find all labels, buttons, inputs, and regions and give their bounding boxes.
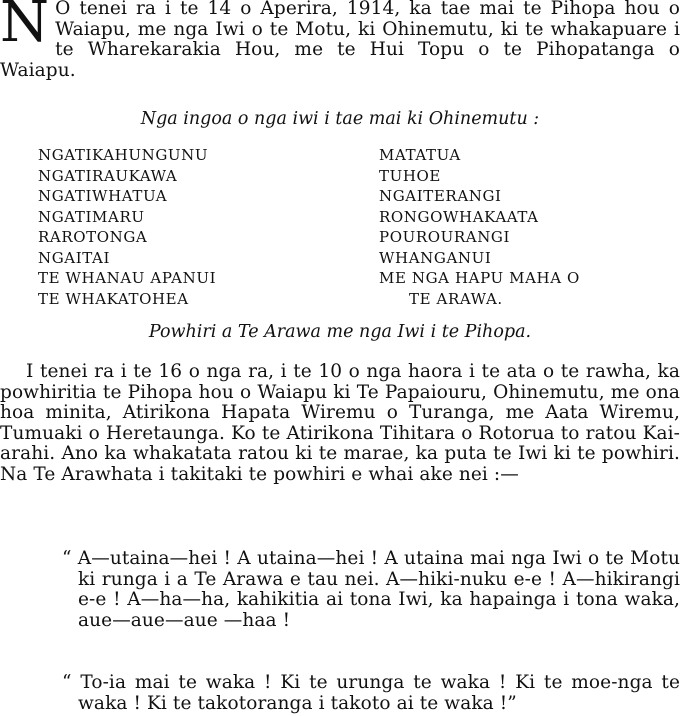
tribe-item: TE WHANAU APANUI <box>38 269 217 287</box>
tribe-item: NGAITERANGI <box>379 187 502 205</box>
tribe-item: NGATIMARU <box>38 207 145 226</box>
tribe-item: NGAITAI <box>38 248 111 267</box>
tribe-item: NGATIRAUKAWA <box>38 166 178 185</box>
drop-cap: N <box>0 0 50 55</box>
intro-text: O tenei ra i te 14 o Aperira, 1914, ka tae mai te Pihopa hou o Waiapu, me nga Iwi o te Motu, ki Ohinemutu, ki te whakapuare i te Wharekarakia Hou, me te Hui Topu o te Pihopatanga o Waiapu. <box>0 0 680 81</box>
tribe-item: POUROURANGI <box>379 228 511 246</box>
verse-2: “ To-ia mai te waka ! Ki te urunga te waka ! Ki te moe-nga te waka ! Ki te takotoranga i takoto ai te waka !” <box>62 672 680 714</box>
tribe-item: NGATIKAHUNGUNU <box>38 146 209 164</box>
tribe-item: TUHOE <box>379 166 441 185</box>
tribe-item: WHANGANUI <box>379 248 492 267</box>
tribe-item: TE ARAWA. <box>409 289 503 308</box>
tribe-item: MATATUA <box>379 146 461 164</box>
intro-paragraph <box>0 0 680 81</box>
welcome-heading: Powhiri a Te Arawa me nga Iwi i te Pihopa. <box>148 322 532 342</box>
body-paragraph: I tenei ra i te 16 o nga ra, i te 10 o nga haora i te ata o te rawha, ka powhiritia te Pihopa hou o Waiapu ki Te Papaiouru, Ohinemutu, me ona hoa minita, Atirikona Hapata Wiremu o Turanga, me Aata Wiremu, Tumuaki o Heretaunga. Ko te Atirikona Tihitara o Rotorua to ratou Kai-arahi. Ano ka whakatata ratou ki te marae, ka puta te Iwi ki te powhiri. Na Te Arawhata i takitaki te powhiri e whai ake nei :— <box>0 361 680 485</box>
tribes-list-right <box>379 145 580 309</box>
verse-1: “ A—utaina—hei ! A utaina—hei ! A utaina mai nga Iwi o te Motu ki runga i a Te Arawa e tau nei. A—hiki-nuku e-e ! A—hikirangi e-e ! A—ha—ha, kahikitia ai tona Iwi, ka hapainga i tona waka, aue—aue—aue —haa ! <box>62 548 680 631</box>
tribe-item: RAROTONGA <box>38 228 148 246</box>
tribe-item: ME NGA HAPU MAHA O <box>379 269 580 287</box>
tribe-item: NGATIWHATUA <box>38 187 168 205</box>
tribes-list-left <box>38 145 216 309</box>
tribe-item: TE WHAKATOHEA <box>38 289 189 308</box>
tribes-heading: Nga ingoa o nga iwi i tae mai ki Ohinemutu : <box>140 109 540 129</box>
tribe-item: RONGOWHAKAATA <box>379 207 539 226</box>
